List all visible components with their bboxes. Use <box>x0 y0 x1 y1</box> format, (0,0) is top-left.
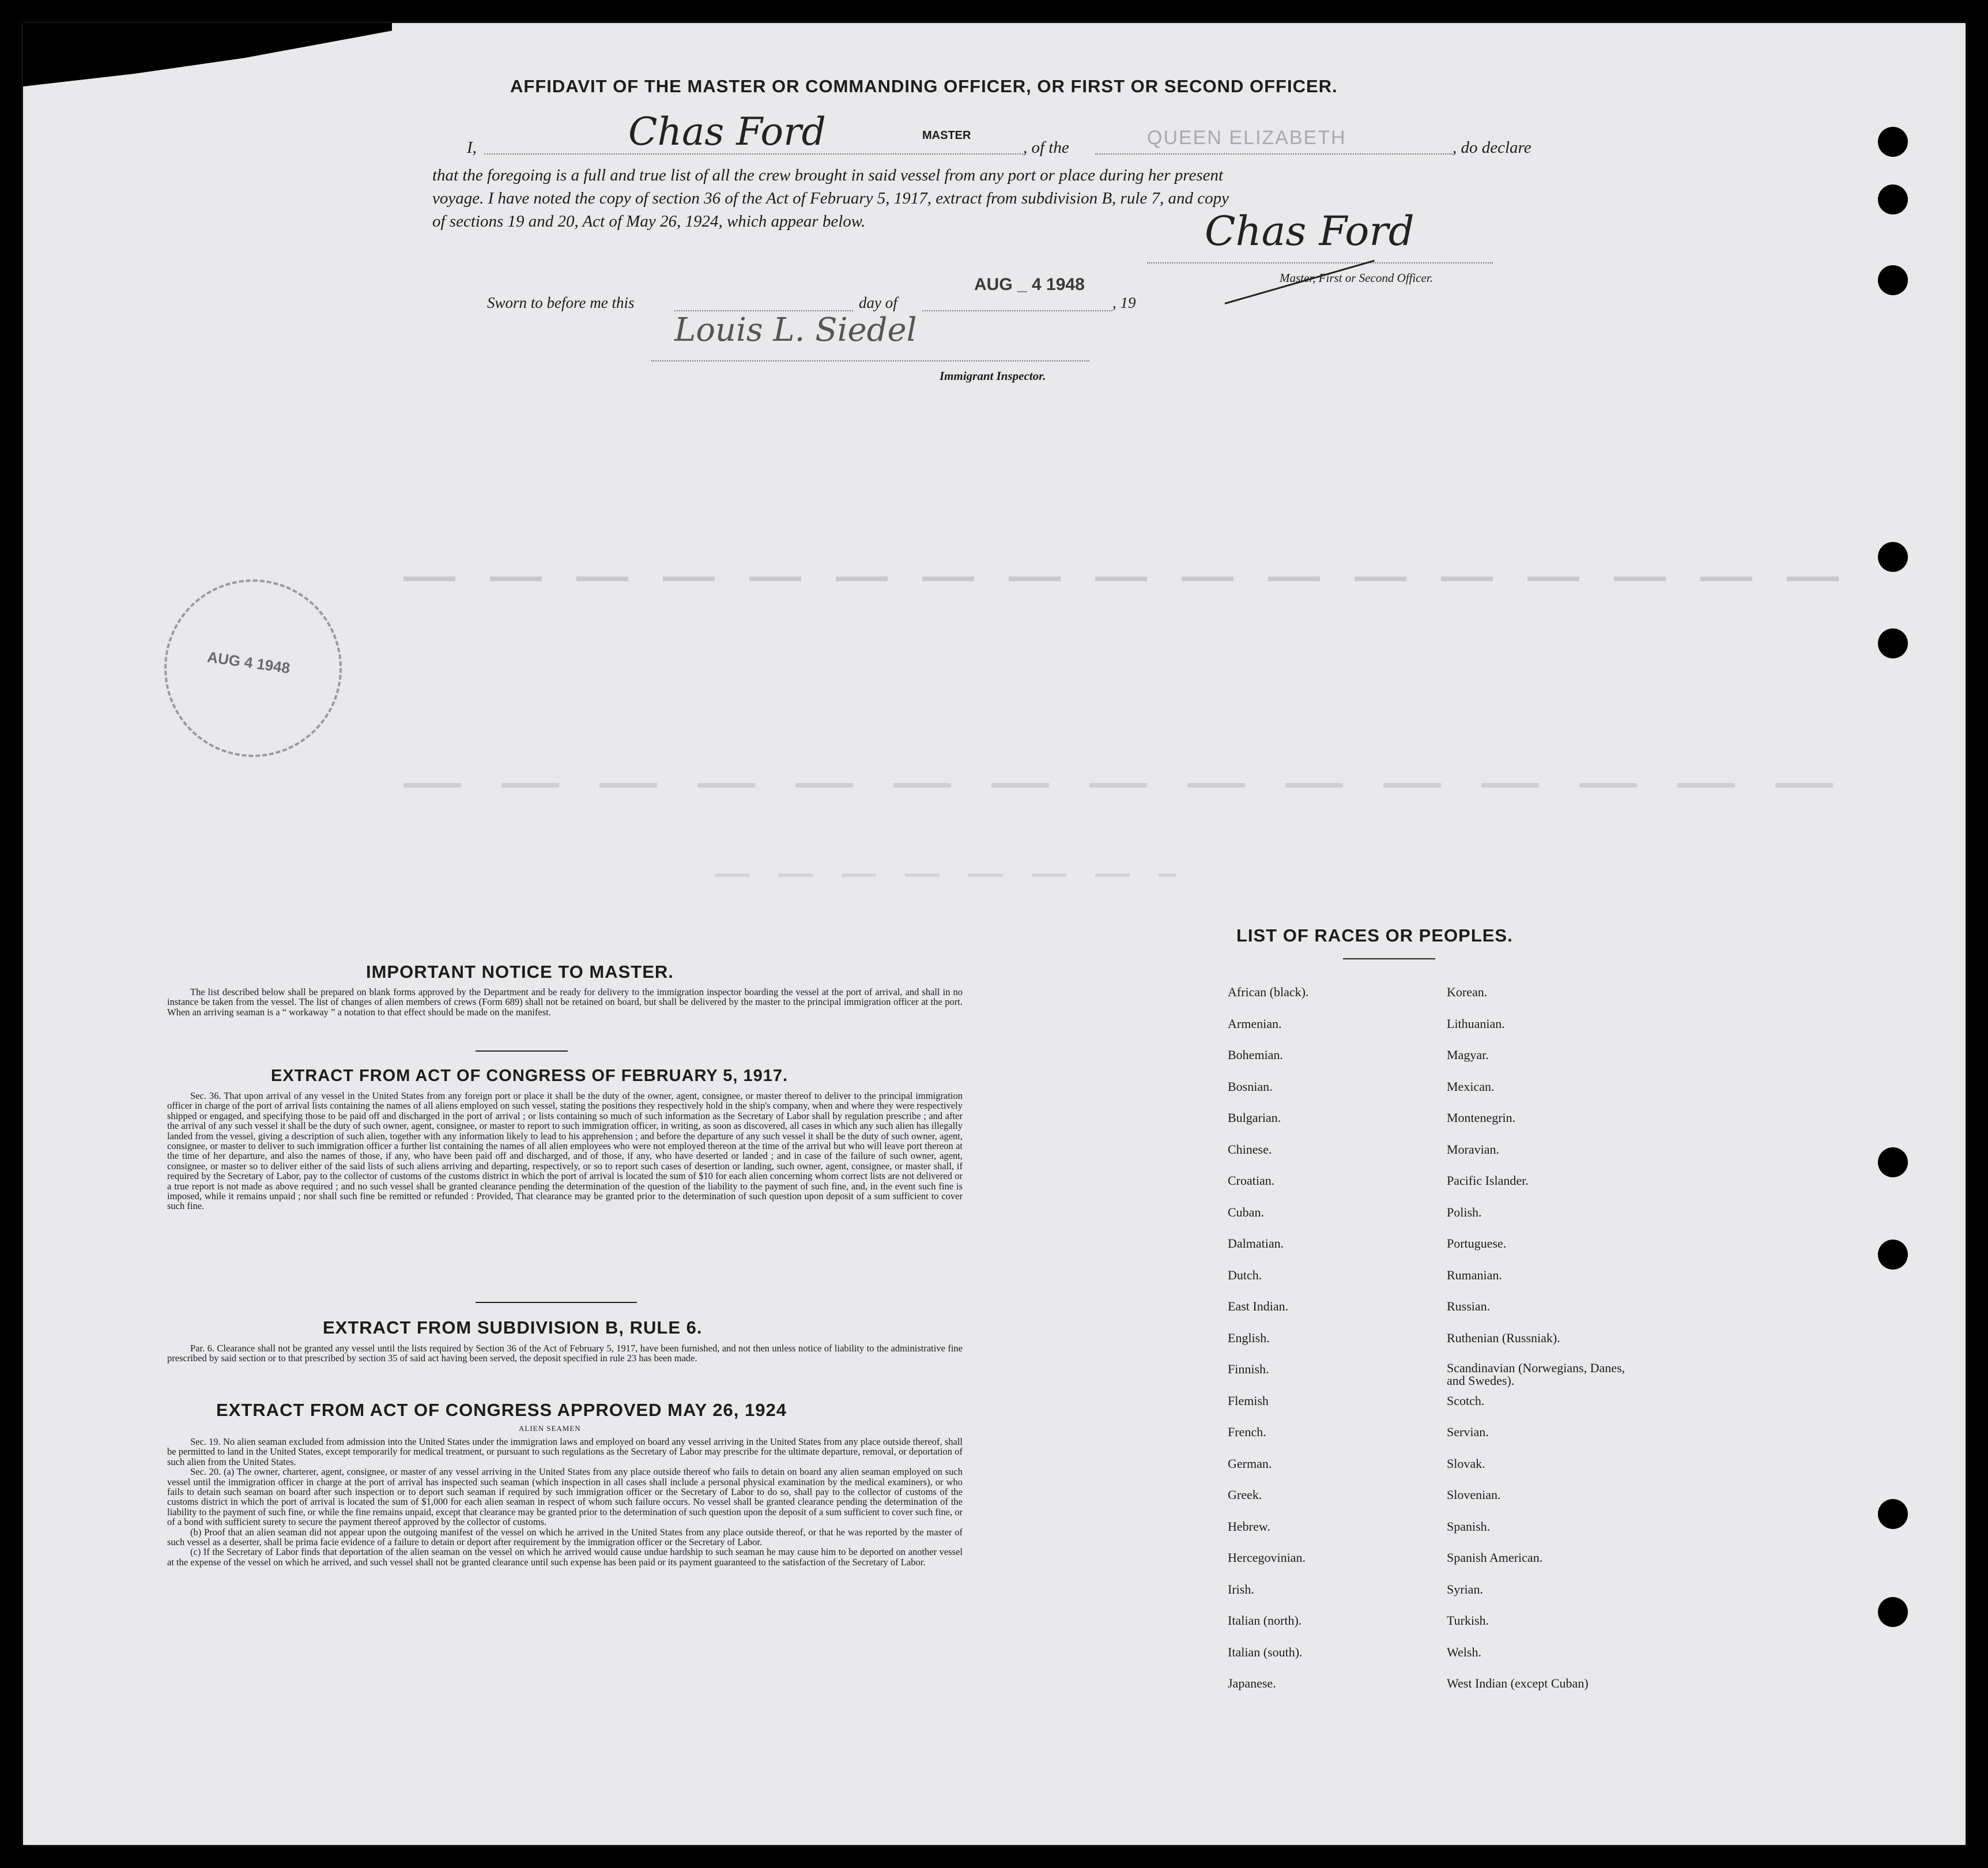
race-item: Armenian. <box>1228 1016 1282 1031</box>
race-item: English. <box>1228 1330 1270 1345</box>
race-item: Croatian. <box>1228 1173 1275 1188</box>
officer-signature: Chas Ford <box>1205 208 1414 255</box>
race-item: Finnish. <box>1228 1362 1269 1376</box>
binder-hole <box>1878 1240 1908 1270</box>
race-item: Hebrew. <box>1228 1519 1270 1534</box>
race-item: Syrian. <box>1447 1581 1483 1596</box>
affidavit-title: AFFIDAVIT OF THE MASTER OR COMMANDING OFFICER, OR FIRST OR SECOND OFFICER. <box>510 76 1338 96</box>
race-item: Greek. <box>1228 1487 1262 1502</box>
race-item: Mexican. <box>1447 1079 1495 1094</box>
binder-hole <box>1878 1597 1908 1627</box>
torn-corner <box>23 23 392 86</box>
extract-1924-subtitle: ALIEN SEAMEN <box>519 1424 581 1433</box>
binder-hole <box>1878 184 1908 214</box>
race-item: Pacific Islander. <box>1447 1173 1529 1188</box>
of-the-text: , of the <box>1023 138 1069 157</box>
sec-20c: (c) If the Secretary of Labor finds that deportation of the alien seaman on the vessel on which he arrived would cause undue hardship to such seaman he may cause him to be deported on another vessel at the expense of the vessel on which he arrived, and such vessel shall not be granted clearance until such expense has been paid or its payment guaranteed to the satisfaction of the Secretary of Labor. <box>167 1546 963 1568</box>
binder-hole <box>1878 127 1908 157</box>
postmark-stamp <box>164 579 342 757</box>
race-item: Dalmatian. <box>1228 1236 1284 1251</box>
do-declare-text: , do declare <box>1453 138 1531 157</box>
affidavit-line-4: of sections 19 and 20, Act of May 26, 1924, which appear below. <box>432 212 866 231</box>
race-item: Russian. <box>1447 1299 1491 1313</box>
date-stamp: AUG _ 4 1948 <box>974 275 1085 294</box>
officer-caption: Master, First or Second Officer. <box>1280 271 1433 285</box>
master-label: MASTER <box>922 129 971 142</box>
extract-1924-body <box>167 1437 963 1567</box>
race-item: Korean. <box>1447 985 1488 999</box>
inspector-line <box>651 360 1089 361</box>
race-item: Japanese. <box>1228 1676 1276 1690</box>
race-item: Irish. <box>1228 1581 1254 1596</box>
race-item: Italian (north). <box>1228 1613 1302 1628</box>
race-item: Portuguese. <box>1447 1236 1507 1251</box>
extract-1917-body: Sec. 36. That upon arrival of any vessel in the United States from any foreign port or place it shall be the duty of the owner, agent, consignee, or master thereof to deliver to the principal immigration officer in charge of the port of arrival lists containing the names of all aliens employed on such vessel, stating the positions they respectively hold in the ship's company, when and where they were respectively shipped or engaged, and specifying those to be paid off and discharged in the port of arrival ; or lists containing so much of such information as the Secretary of Labor shall by regulation prescribe ; and after the arrival of any such vessel it shall be the duty of such owner, agent, consignee, or master to report to such immigration officer, in writing, as soon as discovered, all cases in which any such alien has illegally landed from the vessel, giving a description of such alien, together with any information likely to lead to his apprehension ; and before the departure of any such vessel it shall be the duty of such owner, agent, consignee, or master to deliver to such immigration officer a further list containing the names of all alien employees who were not employed thereon at the time of the arrival but who will leave port thereon at the time of her departure, and also the names of those, if any, who have been paid off and discharged, and of those, if any, who have deserted or landed ; and in case of the failure of such owner, agent, consignee, or master so to deliver either of the said lists of such aliens arriving and departing, respectively, or so to report such cases of desertion or landing, such owner, agent, consignee, or master shall, if required by the Secretary of Labor, pay to the collector of customs of the customs district in which the port of arrival is located the sum of $10 for each alien concerning whom correct lists are not delivered or a true report is not made as above required ; and no such vessel shall be granted clearance pending the determination of the question of the liability to the payment of such fine, and, in the event such fine is imposed, while it remains unpaid ; nor shall such fine be remitted or refunded : Provided, That clearance may be granted prior to the determination of such question upon deposit of a sum sufficient to cover such fine. <box>167 1090 963 1212</box>
race-item: Slovenian. <box>1447 1487 1501 1502</box>
race-item: Bohemian. <box>1228 1048 1283 1062</box>
race-item: Turkish. <box>1447 1613 1489 1628</box>
race-item: Spanish. <box>1447 1519 1491 1534</box>
year-prefix: , 19 <box>1112 294 1136 311</box>
race-item: Italian (south). <box>1228 1644 1303 1659</box>
race-item: African (black). <box>1228 985 1309 999</box>
sworn-month-line <box>922 310 1112 311</box>
race-item: Dutch. <box>1228 1267 1262 1282</box>
race-item: East Indian. <box>1228 1299 1289 1313</box>
binder-hole <box>1878 265 1908 295</box>
binder-hole <box>1878 1499 1908 1529</box>
race-item: Ruthenian (Russniak). <box>1447 1330 1560 1345</box>
extract-1917-title: EXTRACT FROM ACT OF CONGRESS OF FEBRUARY 5, 1917. <box>271 1067 789 1085</box>
race-item: Magyar. <box>1447 1048 1489 1062</box>
race-item: Hercegovinian. <box>1228 1550 1306 1565</box>
race-item: German. <box>1228 1456 1272 1471</box>
race-item: Servian. <box>1447 1425 1489 1439</box>
race-item: Lithuanian. <box>1447 1016 1505 1031</box>
sec-19: Sec. 19. No alien seaman excluded from admission into the United States under the immigration laws and employed on board any vessel arriving in the United States from any place outside thereof, shall be permitted to land in the United States, except temporarily for medical treatment, or pursuant to such regulations as the Secretary of Labor may prescribe for the ultimate departure, removal, or deportation of such alien from the United States. <box>167 1436 963 1467</box>
binder-hole <box>1878 1147 1908 1177</box>
sec-20b: (b) Proof that an alien seaman did not appear upon the outgoing manifest of the vessel on which he arrived in the United States from any place outside thereof, or that he was reported by the master of such vessel as a deserter, shall be prima facie evidence of a failure to detain or deport after requirement by the immigration officer or the Secretary of Labor. <box>167 1526 963 1548</box>
extract-1924-title: EXTRACT FROM ACT OF CONGRESS APPROVED MAY 26, 1924 <box>216 1400 787 1420</box>
divider <box>476 1302 637 1303</box>
race-item: Bosnian. <box>1228 1079 1273 1094</box>
day-of-text: day of <box>859 294 897 311</box>
master-signature: Chas Ford <box>628 110 826 154</box>
bleed-through-row <box>403 577 1856 581</box>
notice-title: IMPORTANT NOTICE TO MASTER. <box>366 962 674 982</box>
race-item: Scandinavian (Norwegians, Danes, and Swedes). <box>1447 1361 1625 1388</box>
postmark-date: AUG 4 1948 <box>206 648 291 677</box>
affidavit-i: I, <box>467 138 477 157</box>
race-item: Bulgarian. <box>1228 1110 1281 1125</box>
affidavit-line-2: that the foregoing is a full and true list of all the crew brought in said vessel from any port or place during her present <box>432 166 1224 184</box>
race-item: Spanish American. <box>1447 1550 1543 1565</box>
inspector-caption: Immigrant Inspector. <box>940 369 1046 383</box>
inspector-signature: Louis L. Siedel <box>674 311 917 349</box>
bleed-through-row <box>715 873 1176 877</box>
race-item: Slovak. <box>1447 1456 1485 1471</box>
race-item: Moravian. <box>1447 1142 1500 1157</box>
manifest-sheet <box>23 23 1966 1845</box>
sec-20a: Sec. 20. (a) The owner, charterer, agent, consignee, or master of any vessel arriving in the United States from any place outside thereof who fails to detain on board any alien seaman employed on such vessel until the immigration officer in charge at the port of arrival has inspected such seaman (which inspection in all cases shall include a personal physical examination by the medical examiners), or who fails to detain such seaman on board after such inspection or to deport such seaman if required by such immigration officer or the Secretary of Labor to do so, shall pay to the collector of customs of the customs district in which the port of arrival is located the sum of $1,000 for each alien seaman in respect of whom such failure occurs. No vessel shall be granted clearance pending the determination of the liability to the payment of such fine, or while the fine remains unpaid, except that clearance may be granted prior to the determination of such question upon the deposit of a sum sufficient to cover such fine, or of a bond with sufficient surety to secure the payment thereof approved by the collector of customs. <box>167 1466 963 1528</box>
officer-signature-line <box>1147 262 1493 263</box>
binder-hole <box>1878 628 1908 658</box>
vessel-name: QUEEN ELIZABETH <box>1147 127 1346 149</box>
races-title: LIST OF RACES OR PEOPLES. <box>1236 925 1513 946</box>
race-item: Chinese. <box>1228 1142 1272 1157</box>
race-item: West Indian (except Cuban) <box>1447 1676 1589 1690</box>
notice-body: The list described below shall be prepared on blank forms approved by the Department and be ready for delivery to the immigration inspector boarding the vessel at the port of arrival, and shall in no instance be taken from the vessel. The list of changes of alien members of crews (Form 689) shall not be retained on board, but shall be delivered by the master to the principal immigration officer at the port. When an arriving seaman is a “ workaway ” a notation to that effect should be made on the manifest. <box>167 986 963 1018</box>
race-item: Flemish <box>1228 1393 1269 1408</box>
race-item: Cuban. <box>1228 1204 1264 1219</box>
divider <box>1343 958 1435 959</box>
race-item: Montenegrin. <box>1447 1110 1516 1125</box>
bleed-through-row <box>403 783 1856 788</box>
affidavit-line-3: voyage. I have noted the copy of section 36 of the Act of February 5, 1917, extract from subdivision B, rule 7, and copy <box>432 189 1229 208</box>
race-item: French. <box>1228 1425 1266 1439</box>
race-item: Welsh. <box>1447 1644 1481 1659</box>
binder-hole <box>1878 542 1908 572</box>
rule6-title: EXTRACT FROM SUBDIVISION B, RULE 6. <box>323 1317 703 1338</box>
divider <box>476 1050 568 1052</box>
race-item: Rumanian. <box>1447 1267 1502 1282</box>
vessel-name-line <box>1095 153 1453 155</box>
race-item: Scotch. <box>1447 1393 1485 1408</box>
rule6-body: Par. 6. Clearance shall not be granted any vessel until the lists required by Section 36 of the Act of February 5, 1917, have been furnished, and not then unless notice of liability to the administrative fine prescribed by said section or to that prescribed by section 35 of said act having been served, the deposit specified in rule 23 has been made. <box>167 1343 963 1364</box>
race-item: Polish. <box>1447 1204 1482 1219</box>
sworn-text: Sworn to before me this <box>487 294 635 311</box>
